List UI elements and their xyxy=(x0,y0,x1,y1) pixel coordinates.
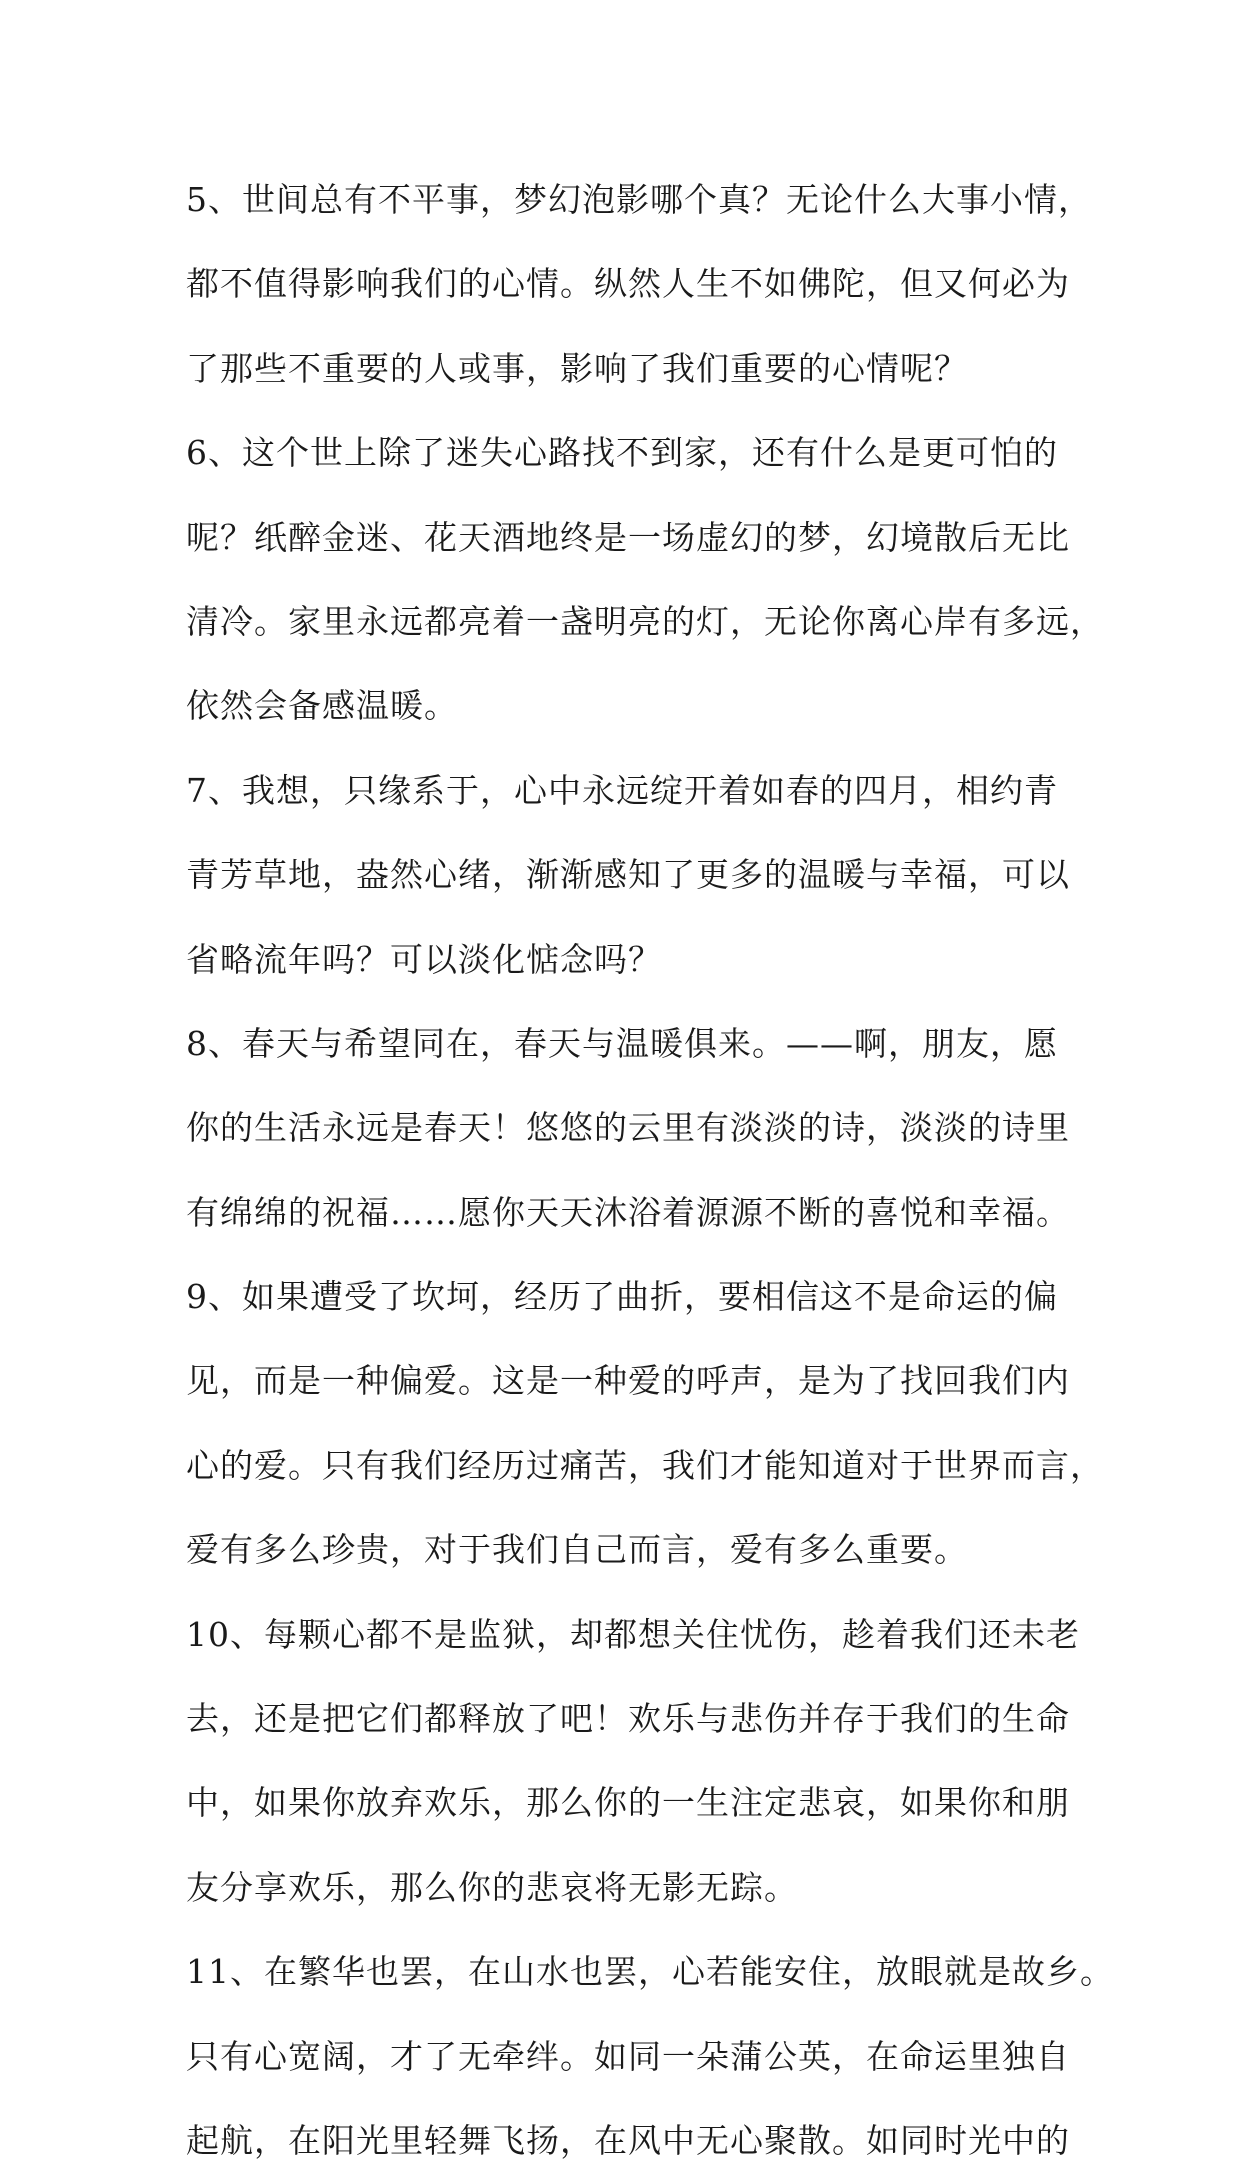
text-line: 有绵绵的祝福……愿你天天沐浴着源源不断的喜悦和幸福。 xyxy=(186,1192,1070,1232)
text-line: 8、春天与希望同在，春天与温暖俱来。——啊，朋友，愿 xyxy=(186,1023,1058,1063)
text-line: 友分享欢乐，那么你的悲哀将无影无踪。 xyxy=(186,1867,798,1907)
paragraph-10 xyxy=(186,1593,1080,1931)
paragraph-8 xyxy=(186,1002,1070,1255)
text-line: 都不值得影响我们的心情。纵然人生不如佛陀，但又何必为 xyxy=(186,264,1070,304)
text-line: 见，而是一种偏爱。这是一种爱的呼声，是为了找回我们内 xyxy=(186,1361,1070,1401)
text-line: 清冷。家里永远都亮着一盏明亮的灯，无论你离心岸有多远， xyxy=(186,601,1104,641)
text-line: 你的生活永远是春天！悠悠的云里有淡淡的诗，淡淡的诗里 xyxy=(186,1108,1070,1148)
text-line: 心的爱。只有我们经历过痛苦，我们才能知道对于世界而言， xyxy=(186,1445,1104,1485)
text-line: 11、在繁华也罢，在山水也罢，心若能安住，放眼就是故乡。 xyxy=(186,1952,1114,1992)
document-body xyxy=(186,158,1114,2183)
text-line: 9、如果遭受了坎坷，经历了曲折，要相信这不是命运的偏 xyxy=(186,1277,1058,1317)
text-line: 爱有多么珍贵，对于我们自己而言，爱有多么重要。 xyxy=(186,1530,968,1570)
text-line: 青芳草地，盎然心绪，渐渐感知了更多的温暖与幸福，可以 xyxy=(186,855,1070,895)
text-line: 7、我想，只缘系于，心中永远绽开着如春的四月，相约青 xyxy=(186,770,1058,810)
text-line: 10、每颗心都不是监狱，却都想关住忧伤，趁着我们还未老 xyxy=(186,1614,1080,1654)
paragraph-11 xyxy=(186,1930,1114,2183)
text-line: 中，如果你放弃欢乐，那么你的一生注定悲哀，如果你和朋 xyxy=(186,1783,1070,1823)
text-line: 省略流年吗？可以淡化惦念吗？ xyxy=(186,939,662,979)
text-line: 呢？纸醉金迷、花天酒地终是一场虚幻的梦，幻境散后无比 xyxy=(186,517,1070,557)
paragraph-6 xyxy=(186,411,1104,749)
paragraph-5 xyxy=(186,158,1092,411)
text-line: 起航，在阳光里轻舞飞扬，在风中无心聚散。如同时光中的 xyxy=(186,2120,1070,2160)
text-line: 依然会备感温暖。 xyxy=(186,686,458,726)
text-line: 只有心宽阔，才了无牵绊。如同一朵蒲公英，在命运里独自 xyxy=(186,2036,1070,2076)
paragraph-9 xyxy=(186,1255,1104,1593)
text-line: 去，还是把它们都释放了吧！欢乐与悲伤并存于我们的生命 xyxy=(186,1699,1070,1739)
text-line: 了那些不重要的人或事，影响了我们重要的心情呢？ xyxy=(186,348,968,388)
text-line: 5、世间总有不平事，梦幻泡影哪个真？无论什么大事小情， xyxy=(186,180,1092,219)
text-line: 6、这个世上除了迷失心路找不到家，还有什么是更可怕的 xyxy=(186,433,1058,473)
paragraph-7 xyxy=(186,749,1070,1002)
